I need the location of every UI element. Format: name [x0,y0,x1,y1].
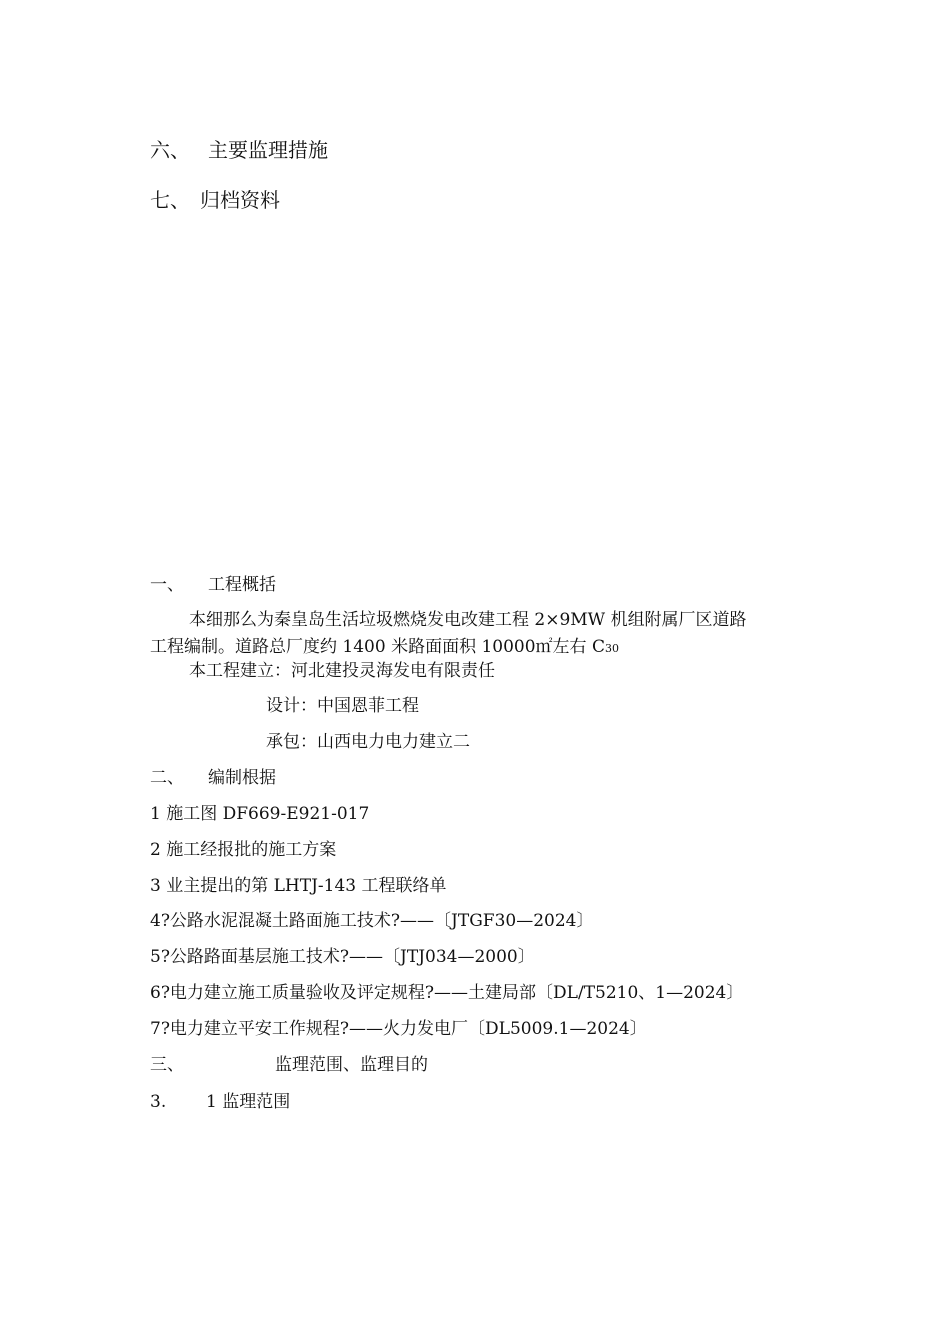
section-1-heading [150,574,276,596]
section-3-number: 三、 [150,1055,184,1075]
section-1-owner-line: 本工程建立：河北建投灵海发电有限责任 [189,661,495,681]
section-3-1-title: 1 监理范围 [206,1092,291,1112]
toc-item-6-number: 六、 [150,138,190,162]
basis-item-5: 5?公路路面基层施工技术?——〔JTJ034—2000〕 [150,947,535,967]
section-1-paragraph-line-2-text: 工程编制。道路总厂度约 1400 米路面面积 10000㎡左右 C [150,637,605,657]
section-1-paragraph-line-1: 本细那么为秦皇岛生活垃圾燃烧发电改建工程 2×9MW 机组附属厂区道路 [189,610,747,630]
basis-item-4: 4?公路水泥混凝土路面施工技术?——〔JTGF30—2024〕 [150,911,594,931]
section-1-paragraph-line-2 [150,636,619,660]
basis-item-3: 3 业主提出的第 LHTJ-143 工程联络单 [150,876,447,896]
toc-item-7 [150,187,280,213]
section-2-heading [150,767,276,789]
toc-item-7-number: 七、 [150,188,190,212]
section-3-1-heading [150,1091,290,1113]
section-1-title: 工程概括 [208,575,276,595]
concrete-grade-subscript: 30 [604,642,619,655]
section-1-contract-line: 承包：山西电力电力建立二 [266,732,470,752]
section-3-title: 监理范围、监理目的 [275,1055,428,1075]
basis-item-1: 1 施工图 DF669-E921-017 [150,804,370,824]
section-2-title: 编制根据 [208,768,276,788]
basis-item-2: 2 施工经报批的施工方案 [150,840,337,860]
section-1-number: 一、 [150,575,184,595]
toc-item-6 [150,137,328,163]
basis-item-7: 7?电力建立平安工作规程?——火力发电厂〔DL5009.1—2024〕 [150,1019,647,1039]
section-3-heading [150,1054,428,1076]
toc-item-6-text: 主要监理措施 [208,138,328,162]
toc-item-7-text: 归档资料 [200,188,280,212]
section-1-design-line: 设计：中国恩菲工程 [266,696,419,716]
section-3-1-number: 3. [150,1092,167,1112]
section-2-number: 二、 [150,768,184,788]
basis-item-6: 6?电力建立施工质量验收及评定规程?——土建局部〔DL/T5210、1—2024〕 [150,983,744,1003]
